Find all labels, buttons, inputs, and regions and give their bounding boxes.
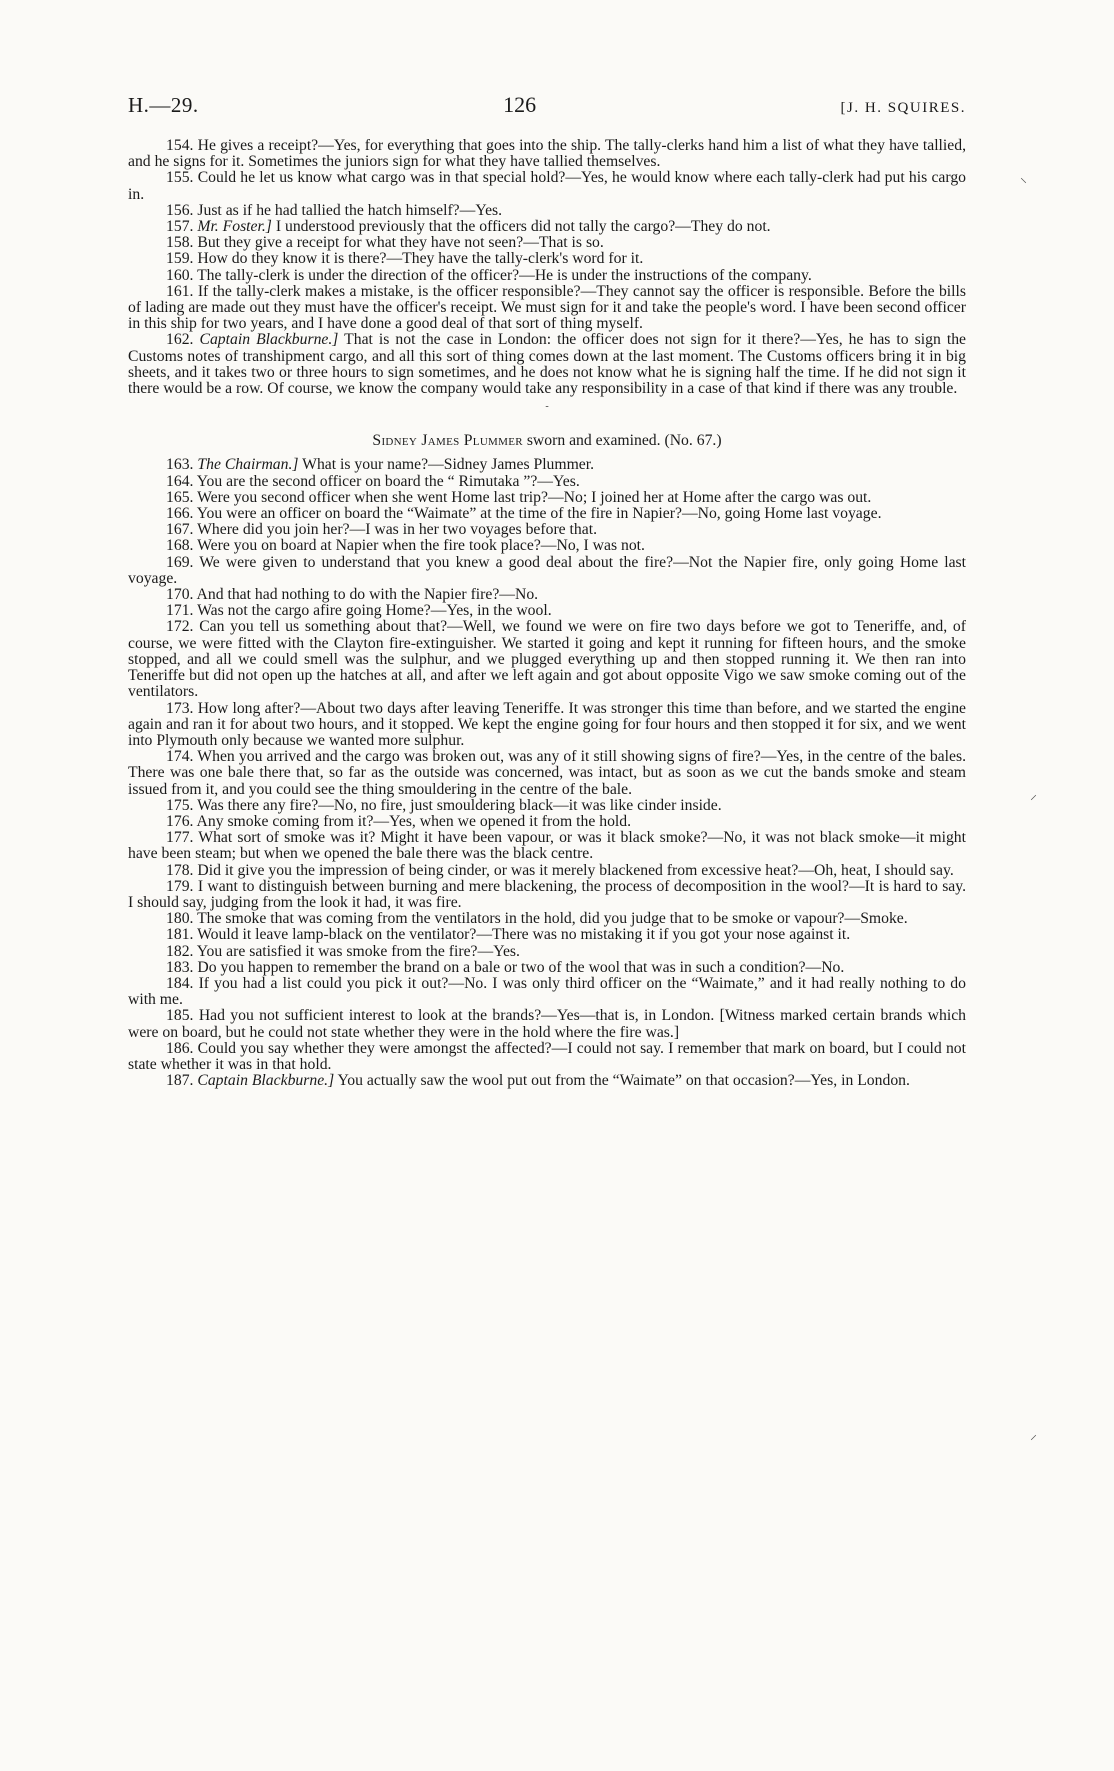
question-number: 159. <box>166 250 194 268</box>
margin-tick: ⸝ <box>1030 1428 1037 1443</box>
speaker-name: Captain Blackburne.] <box>199 331 339 349</box>
question-number: 169. <box>166 553 194 571</box>
question-paragraph <box>128 332 966 397</box>
question-paragraph <box>128 976 966 1008</box>
question-number: 185. <box>166 1007 194 1025</box>
question-text: Can you tell us something about that?—Well, we found we were on fire two days before we got to Teneriffe, and, of course, we were fitted with the Clayton fire-extinguisher. We started it going and kept it running for fifteen hours, and the smoke stopped, and all we could smell was the sulphur, and we plugged everything up and then stopped running it. We then ran into Teneriffe but did not open up the hatches at all, and after we left again and got about opposite Vigo we saw smoke coming out of the ventilators. <box>128 618 966 701</box>
question-text: Had you not sufficient interest to look at the brands?—Yes—that is, in London. [Witness marked certain brands which were on board, but he could not state whether they were in the hold where the fire was.] <box>128 1007 966 1041</box>
question-number: 167. <box>166 521 194 539</box>
question-text: Were you second officer when she went Home last trip?—No; I joined her at Home after the cargo was out. <box>197 488 872 506</box>
page-header <box>128 92 966 118</box>
question-number: 184. <box>166 974 194 992</box>
question-paragraph <box>128 911 966 927</box>
question-text: Do you happen to remember the brand on a bale or two of the wool that was in such a condition?—No. <box>197 958 845 976</box>
witness-header: [J. H. SQUIRES. <box>840 100 966 116</box>
question-paragraph <box>128 219 966 235</box>
question-paragraph <box>128 587 966 603</box>
question-paragraph <box>128 603 966 619</box>
question-text: I understood previously that the officers did not tally the cargo?—They do not. <box>275 218 771 236</box>
question-number: 168. <box>166 537 194 555</box>
question-paragraph <box>128 798 966 814</box>
question-number: 177. <box>166 829 194 847</box>
question-number: 166. <box>166 505 194 523</box>
question-number: 181. <box>166 926 194 944</box>
speaker-name: Captain Blackburne.] <box>197 1072 335 1090</box>
question-text: He gives a receipt?—Yes, for everything that goes into the ship. The tally-clerks hand him a list of what they have tallied, and he signs for it. Sometimes the juniors sign for what they have tallied themselves. <box>128 137 966 171</box>
question-number: 186. <box>166 1039 194 1057</box>
question-text: If you had a list could you pick it out?—No. I was only third officer on the “Waimate,” and it had really nothing to do with me. <box>128 974 966 1009</box>
sworn-text: sworn and examined. <box>526 432 661 450</box>
question-paragraph <box>128 555 966 587</box>
question-paragraph <box>128 170 966 202</box>
question-text: You are satisfied it was smoke from the fire?—Yes. <box>196 942 520 960</box>
witness-name: Sidney James Plummer <box>372 432 523 450</box>
question-paragraph <box>128 1041 966 1073</box>
question-number: 174. <box>166 748 194 766</box>
evidence-after <box>128 457 966 1089</box>
question-paragraph <box>128 268 966 284</box>
question-text: Was there any fire?—No, no fire, just smouldering black—it was like cinder inside. <box>197 796 722 814</box>
question-text: How do they know it is there?—They have the tally-clerk's word for it. <box>197 250 644 268</box>
witness-number: (No. 67.) <box>664 432 722 450</box>
question-paragraph <box>128 927 966 943</box>
question-text: Could you say whether they were amongst the affected?—I could not say. I remember that mark on board, but I could not state whether it was in that hold. <box>128 1039 967 1073</box>
question-number: 163. <box>166 456 194 474</box>
question-text: Any smoke coming from it?—Yes, when we opened it from the hold. <box>196 812 632 830</box>
question-text: We were given to understand that you knew a good deal about the fire?—Not the Napier fire, only going Home last voyage. <box>128 553 966 587</box>
question-paragraph <box>128 619 966 700</box>
question-number: 178. <box>166 861 194 879</box>
report-code: H.—29. <box>128 93 199 117</box>
page-number: 126 <box>503 92 537 117</box>
speaker-name: Mr. Foster.] <box>197 218 272 236</box>
question-text: How long after?—About two days after leaving Teneriffe. It was stronger this time than before, and we started the engine again and ran it for about two hours, and it stopped. We kept the engine going for four hours and then stopped it for six, and we went into Plymouth only because we wanted more sulphur. <box>128 699 967 749</box>
question-text: Just as if he had tallied the hatch himself?—Yes. <box>197 201 503 219</box>
question-text: Did it give you the impression of being cinder, or was it merely blackened from excessive heat?—Oh, heat, I should say. <box>197 861 954 879</box>
question-text: When you arrived and the cargo was broken out, was any of it still showing signs of fire?—Yes, in the centre of the bales. There was one bale there that, so far as the outside was concerned, was intact, but as soon as we cut the bands smoke and steam issued from it, and you could see the thing smouldering in the centre of the bale. <box>128 748 966 798</box>
question-text: What is your name?—Sidney James Plummer. <box>302 456 595 474</box>
question-number: 171. <box>166 602 194 620</box>
question-paragraph <box>128 701 966 750</box>
question-paragraph <box>128 474 966 490</box>
question-text: Where did you join her?—I was in her two voyages before that. <box>197 521 597 539</box>
question-text: You actually saw the wool put out from the “Waimate” on that occasion?—Yes, in London. <box>337 1072 910 1090</box>
question-number: 170. <box>166 586 194 604</box>
margin-tick: ⸝ <box>1030 788 1037 803</box>
question-paragraph <box>128 1008 966 1040</box>
question-paragraph <box>128 235 966 251</box>
question-paragraph <box>128 251 966 267</box>
speaker-name: The Chairman.] <box>197 456 299 474</box>
question-text: The smoke that was coming from the ventilators in the hold, did you judge that to be smoke or vapour?—Smoke. <box>197 910 908 928</box>
document-page <box>128 92 966 1089</box>
question-text: But they give a receipt for what they have not seen?—That is so. <box>197 234 604 252</box>
question-text: Would it leave lamp-black on the ventilator?—There was no mistaking it if you got your nose against it. <box>197 926 851 944</box>
question-number: 183. <box>166 958 194 976</box>
question-text: I want to distinguish between burning and mere blackening, the process of decomposition in the wool?—It is hard to say. I should say, judging from the look it had, it was fire. <box>128 877 967 911</box>
question-text: If the tally-clerk makes a mistake, is the officer responsible?—They cannot say the officer is responsible. Before the bills of lading are made out they must have the officer's receipt. We must sign for it and take the people's word. I have been second officer in this ship for two years, and I have done a good deal of that sort of thing myself. <box>128 282 966 333</box>
question-text: And that had nothing to do with the Napier fire?—No. <box>196 586 539 604</box>
question-paragraph <box>128 830 966 862</box>
question-number: 179. <box>166 877 194 895</box>
question-number: 175. <box>166 796 194 814</box>
question-number: 156. <box>166 201 194 219</box>
question-text: Could he let us know what cargo was in that special hold?—Yes, he would know where each tally-clerk had put his cargo in. <box>128 169 967 203</box>
question-paragraph <box>128 203 966 219</box>
question-text: What sort of smoke was it? Might it have been vapour, or was it black smoke?—No, it was not black smoke—it might have been steam; but when we opened the bale there was the black centre. <box>128 829 966 863</box>
margin-tick: ⸜ <box>1020 171 1027 186</box>
question-paragraph <box>128 814 966 830</box>
question-text: You were an officer on board the “Waimate” at the time of the fire in Napier?—No, going Home last voyage. <box>196 505 882 523</box>
question-number: 155. <box>166 169 194 187</box>
question-paragraph <box>128 960 966 976</box>
question-paragraph <box>128 138 966 170</box>
question-text: Was not the cargo afire going Home?—Yes, in the wool. <box>197 602 552 620</box>
question-number: 162. <box>166 331 194 349</box>
evidence-before <box>128 138 966 397</box>
question-paragraph <box>128 522 966 538</box>
question-number: 176. <box>166 812 194 830</box>
question-number: 182. <box>166 942 194 960</box>
question-number: 157. <box>166 218 194 236</box>
question-number: 158. <box>166 234 194 252</box>
question-paragraph <box>128 457 966 473</box>
question-text: You are the second officer on board the “ Rimutaka ”?—Yes. <box>196 472 580 490</box>
question-text: The tally-clerk is under the direction of the officer?—He is under the instructions of the company. <box>197 266 812 284</box>
question-paragraph <box>128 538 966 554</box>
question-paragraph <box>128 879 966 911</box>
question-number: 172. <box>166 618 194 636</box>
question-paragraph <box>128 490 966 506</box>
question-paragraph <box>128 863 966 879</box>
evidence-body <box>128 138 966 1089</box>
question-number: 180. <box>166 910 194 928</box>
question-number: 161. <box>166 282 194 300</box>
question-number: 154. <box>166 137 194 154</box>
witness-heading <box>128 433 966 449</box>
separator-mark: - <box>545 401 549 413</box>
question-paragraph <box>128 749 966 798</box>
question-paragraph <box>128 1073 966 1089</box>
question-paragraph <box>128 506 966 522</box>
question-number: 173. <box>166 699 194 717</box>
question-paragraph <box>128 284 966 333</box>
question-text: Were you on board at Napier when the fire took place?—No, I was not. <box>197 537 645 555</box>
question-number: 165. <box>166 488 194 506</box>
question-number: 164. <box>166 472 194 490</box>
question-text: That is not the case in London: the officer does not sign for it there?—Yes, he has to sign the Customs notes of transhipment cargo, and all this sort of thing comes down at the last moment. The Customs officers bring it in big sheets, and it takes two or three hours to sign sometimes, and he does not know what he is signing half the time. If he did not sign it there would be a row. Of course, we know the company would take any responsibility in a case of that kind if there was any trouble. <box>128 331 966 398</box>
question-number: 187. <box>166 1072 194 1090</box>
question-number: 160. <box>166 266 194 284</box>
question-paragraph <box>128 944 966 960</box>
